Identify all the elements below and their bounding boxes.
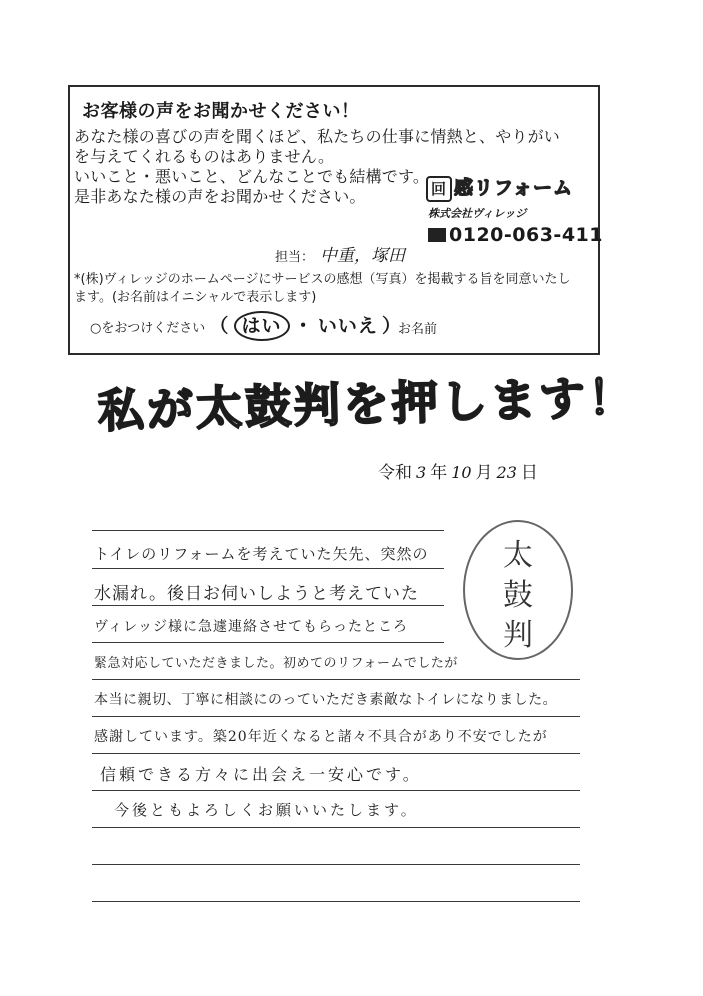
date-year: 3: [416, 463, 427, 482]
choice-yes-circled[interactable]: はい: [234, 311, 290, 341]
company-name: 株式会社ヴィレッジ: [428, 207, 527, 220]
logo-text: 感リフォーム: [454, 177, 574, 199]
ruled-line: [92, 901, 580, 902]
consent-line: *(株)ヴィレッジのホームページにサービスの感想（写真）を掲載する旨を同意いたし: [74, 272, 571, 287]
date-day-unit: 日: [520, 463, 538, 483]
date-year-unit: 年: [430, 463, 448, 483]
stamp-char: 鼓: [503, 578, 533, 613]
choice-open-paren: （: [209, 315, 230, 337]
ruled-line: [92, 716, 580, 717]
intro-line: 是非あなた様の声をお聞かせください。: [74, 187, 366, 206]
ruled-line: [92, 864, 580, 865]
ruled-line: [92, 530, 444, 531]
staff-field: [275, 241, 405, 266]
intro-line: あなた様の喜びの声を聞くほど、私たちの仕事に情熱と、やりがい: [74, 127, 561, 146]
testimonial-line: ヴィレッジ様に急遽連絡させてもらったところ: [94, 619, 409, 635]
testimonial-line: トイレのリフォームを考えていた矢先、突然の: [94, 545, 429, 563]
staff-names: 中重，塚田: [320, 246, 406, 266]
ruled-line: [92, 568, 444, 569]
testimonial-line: 今後ともよろしくお願いいたします。: [114, 801, 419, 819]
free-dial-icon: [428, 228, 446, 242]
phone-number: [428, 224, 603, 246]
consent-choice: [90, 311, 402, 341]
phone-text: 0120-063-411: [449, 224, 603, 246]
ruled-line: [92, 753, 580, 754]
intro-line: を与えてくれるものはありません。: [74, 147, 335, 166]
stamp-char: 判: [503, 618, 533, 653]
taikoban-stamp: [463, 520, 573, 660]
form-title: お客様の声をお聞かせください！: [82, 101, 360, 122]
date-month: 10: [451, 463, 472, 482]
date-field: [378, 458, 538, 483]
choice-separator: ・: [293, 315, 314, 337]
testimonial-line: 緊急対応していただきました。初めてのリフォームでしたが: [94, 656, 458, 671]
testimonial-line: 信頼できる方々に出会え一安心です。: [100, 765, 422, 784]
ruled-line: [92, 605, 444, 606]
testimonial-line: 本当に親切、丁寧に相談にのっていただき素敵なトイレになりました。: [94, 692, 558, 708]
ruled-line: [92, 679, 580, 680]
headline: 私が太鼓判を押します！: [97, 369, 638, 438]
ruled-line: [92, 642, 444, 643]
ruled-line: [92, 790, 580, 791]
date-era: 令和: [378, 463, 412, 483]
company-logo: [426, 173, 598, 199]
choice-close-paren: ）: [381, 315, 402, 337]
circle-instruction: ○をおつけください: [90, 321, 206, 336]
date-day: 23: [496, 463, 517, 482]
date-month-unit: 月: [475, 463, 493, 483]
feedback-form-box: [68, 85, 603, 355]
consent-line: ます。(お名前はイニシャルで表示します): [74, 290, 317, 305]
stamp-char: 太: [503, 538, 533, 573]
ruled-line: [92, 827, 580, 828]
choice-no[interactable]: いいえ: [317, 315, 378, 337]
testimonial-line: 水漏れ。後日お伺いしようと考えていた: [94, 584, 420, 604]
testimonial-line: 感謝しています。築20年近くなると諸々不具合があり不安でしたが: [94, 729, 548, 745]
intro-line: いいこと・悪いこと、どんなことでも結構です。: [74, 167, 430, 186]
logo-mark-icon: 回: [426, 176, 452, 202]
name-label: お名前: [398, 322, 438, 337]
staff-label: 担当：: [275, 250, 315, 265]
